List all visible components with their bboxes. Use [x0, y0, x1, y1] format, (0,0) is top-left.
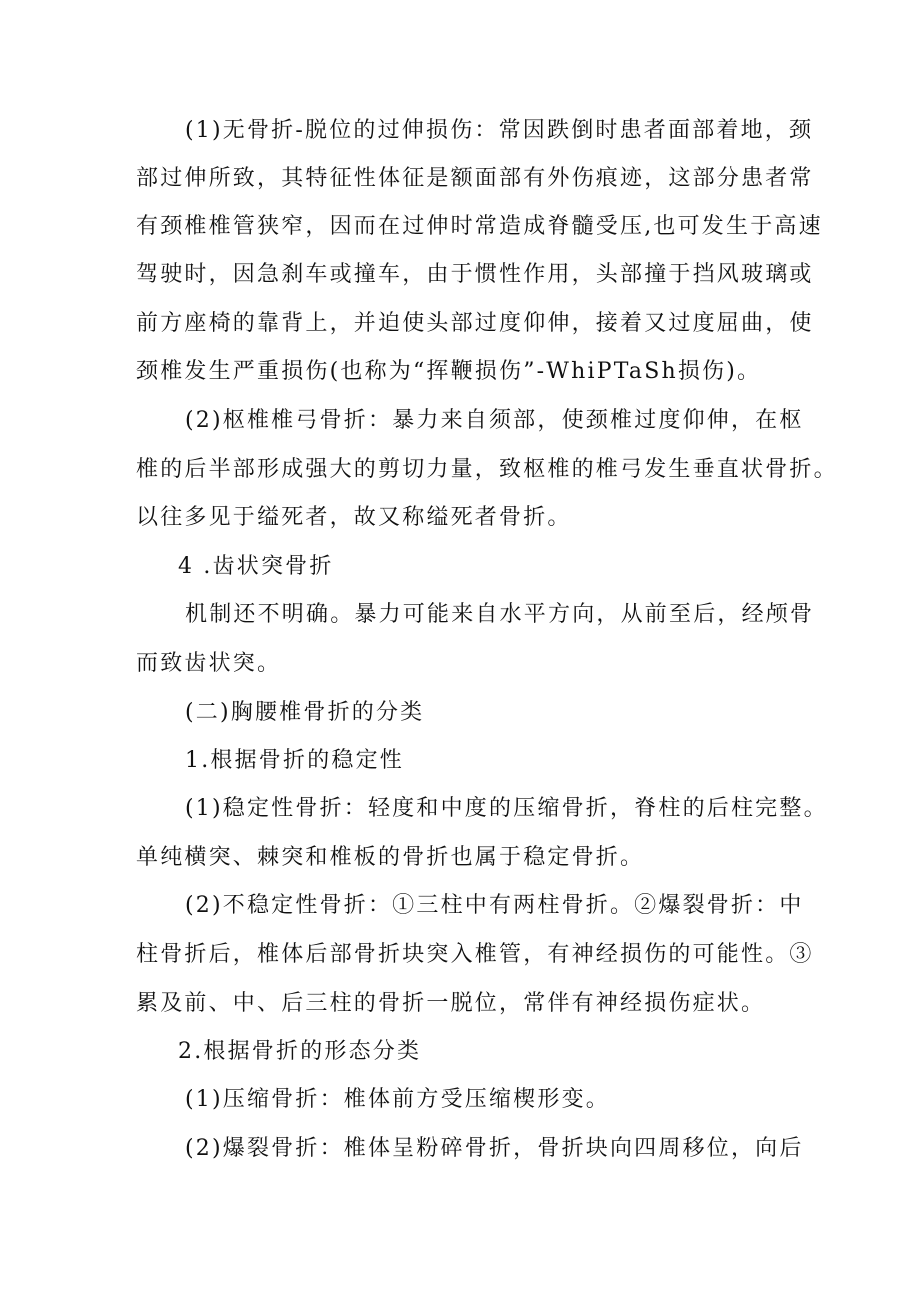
paragraph-line: (1)无骨折-脱位的过伸损伤：常因跌倒时患者面部着地，颈 — [185, 118, 814, 143]
paragraph-line: 而致齿状突。 — [136, 651, 282, 676]
paragraph-line: 单纯横突、棘突和椎板的骨折也属于稳定骨折。 — [136, 845, 645, 870]
paragraph-line: 驾驶时，因急刹车或撞车，由于惯性作用，头部撞于挡风玻璃或 — [136, 262, 814, 287]
paragraph-line: 椎的后半部形成强大的剪切力量，致枢椎的椎弓发生垂直状骨折。 — [136, 457, 838, 482]
section-heading: 1.根据骨折的稳定性 — [185, 748, 404, 773]
section-heading: (二)胸腰椎骨折的分类 — [185, 700, 425, 725]
paragraph-line: 前方座椅的靠背上，并迫使头部过度仰伸，接着又过度屈曲，使 — [136, 311, 814, 336]
paragraph-line: 柱骨折后，椎体后部骨折块突入椎管，有神经损伤的可能性。③ — [136, 942, 814, 967]
paragraph-line: 部过伸所致，其特征性体征是额面部有外伤痕迹，这部分患者常 — [136, 166, 814, 191]
paragraph-line: 有颈椎椎管狭窄，因而在过伸时常造成脊髓受压,也可发生于高速 — [136, 214, 823, 239]
paragraph-line: (2)不稳定性骨折：①三柱中有两柱骨折。②爆裂骨折：中 — [185, 893, 804, 918]
paragraph-line: (1)稳定性骨折：轻度和中度的压缩骨折，脊柱的后柱完整。 — [185, 796, 828, 821]
paragraph-line: 机制还不明确。暴力可能来自水平方向，从前至后，经颅骨 — [185, 602, 815, 627]
section-heading: 2.根据骨折的形态分类 — [178, 1039, 422, 1064]
paragraph-line: (2)爆裂骨折：椎体呈粉碎骨折，骨折块向四周移位，向后 — [185, 1136, 804, 1161]
paragraph-line: (1)压缩骨折：椎体前方受压缩楔形变。 — [185, 1087, 610, 1112]
paragraph-line: (2)枢椎椎弓骨折：暴力来自须部，使颈椎过度仰伸，在枢 — [185, 408, 804, 433]
paragraph-line: 累及前、中、后三柱的骨折一脱位，常伴有神经损伤症状。 — [136, 991, 766, 1016]
paragraph-line: 颈椎发生严重损伤(也称为“挥鞭损伤”-WhiPTaSh损伤)。 — [136, 359, 762, 384]
section-heading: 4 .齿状突骨折 — [178, 554, 334, 579]
paragraph-line: 以往多见于缢死者，故又称缢死者骨折。 — [136, 505, 572, 530]
